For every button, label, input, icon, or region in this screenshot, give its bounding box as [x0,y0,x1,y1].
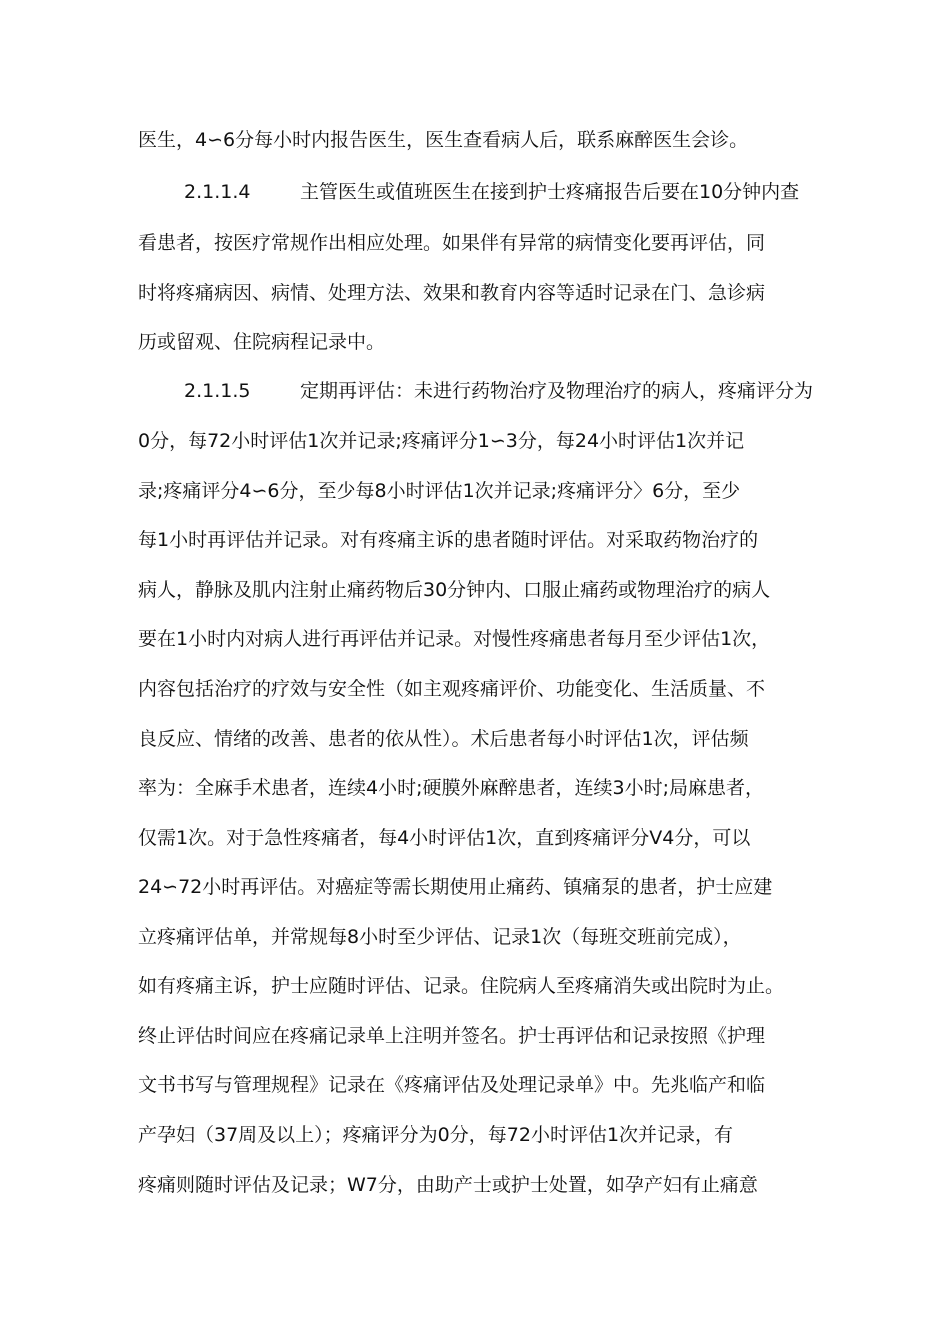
section-first-line: 定期再评估：未进行药物治疗及物理治疗的病人，疼痛评分为 [300,380,814,402]
section-2-1-1-4 [184,180,884,204]
text-line: 率为：全麻手术患者，连续4小时;硬膜外麻醉患者，连续3小时;局麻患者， [138,777,764,799]
text-line: 仅需1次。对于急性疼痛者，每4小时评估1次，直到疼痛评分V4分，可以 [138,827,751,849]
text-line: 立疼痛评估单，并常规每8小时至少评估、记录1次（每班交班前完成）， [138,926,742,948]
text-line: 病人，静脉及肌内注射止痛药物后30分钟内、口服止痛药或物理治疗的病人 [138,579,771,601]
section-2-1-1-5 [184,379,884,403]
text-line: 产孕妇（37周及以上）；疼痛评分为0分，每72小时评估1次并记录，有 [138,1124,734,1146]
text-line: 要在1小时内对病人进行再评估并记录。对慢性疼痛患者每月至少评估1次， [138,628,771,650]
text-line: 看患者，按医疗常规作出相应处理。如果伴有异常的病情变化要再评估，同 [138,232,766,254]
section-number: 2.1.1.5 [184,380,251,402]
text-line: 24∽72小时再评估。对癌症等需长期使用止痛药、镇痛泵的患者，护士应建 [138,876,773,898]
text-line: 如有疼痛主诉，护士应随时评估、记录。住院病人至疼痛消失或出院时为止。 [138,975,785,997]
text-line: 医生，4∽6分每小时内报告医生，医生查看病人后，联系麻醉医生会诊。 [138,129,749,151]
section-number: 2.1.1.4 [184,181,251,203]
text-line: 疼痛则随时评估及记录；W7分，由助产士或护士处置，如孕产妇有止痛意 [138,1174,758,1196]
text-line: 0分，每72小时评估1次并记录;疼痛评分1∽3分，每24小时评估1次并记 [138,430,745,452]
text-line: 录;疼痛评分4∽6分，至少每8小时评估1次并记录;疼痛评分〉6分，至少 [138,480,741,502]
text-line: 良反应、情绪的改善、患者的依从性）。术后患者每小时评估1次，评估频 [138,728,749,750]
text-line: 内容包括治疗的疗效与安全性（如主观疼痛评价、功能变化、生活质量、不 [138,678,766,700]
text-line: 时将疼痛病因、病情、处理方法、效果和教育内容等适时记录在门、急诊病 [138,282,766,304]
text-line: 历或留观、住院病程记录中。 [138,331,386,353]
text-line: 终止评估时间应在疼痛记录单上注明并签名。护士再评估和记录按照《护理 [138,1025,766,1047]
section-first-line: 主管医生或值班医生在接到护士疼痛报告后要在10分钟内查 [300,181,800,203]
text-line: 每1小时再评估并记录。对有疼痛主诉的患者随时评估。对采取药物治疗的 [138,529,759,551]
text-line: 文书书写与管理规程》记录在《疼痛评估及处理记录单》中。先兆临产和临 [138,1074,766,1096]
